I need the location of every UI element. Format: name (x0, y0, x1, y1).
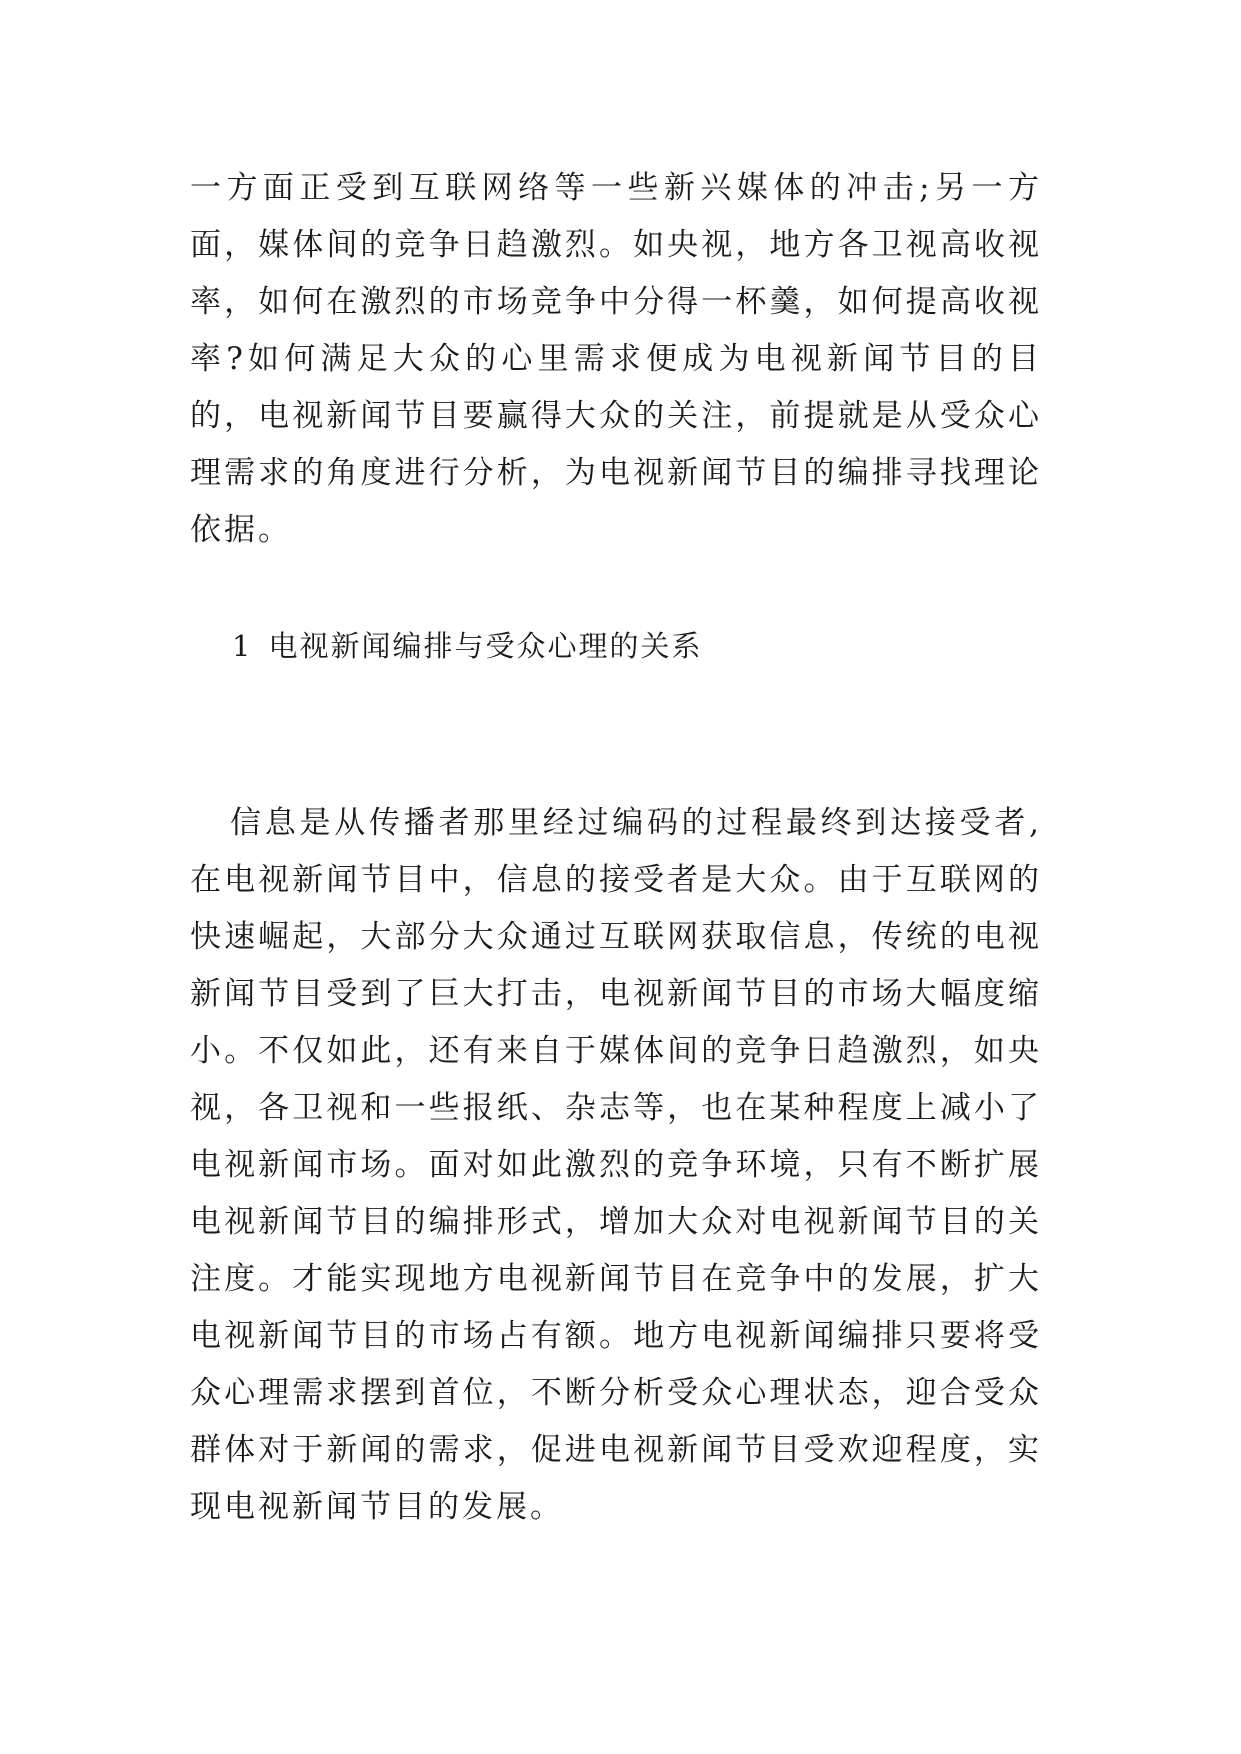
section-heading (232, 618, 702, 675)
body-paragraph-2: 信息是从传播者那里经过编码的过程最终到达接受者,在电视新闻节目中，信息的接受者是大众。由于互联网的快速崛起，大部分大众通过互联网获取信息，传统的电视新闻节目受到了巨大打击，电视新闻节目的市场大幅度缩小。不仅如此，还有来自于媒体间的竞争日趋激烈，如央视，各卫视和一些报纸、杂志等，也在某种程度上减小了电视新闻市场。面对如此激烈的竞争环境，只有不断扩展电视新闻节目的编排形式，增加大众对电视新闻节目的关注度。才能实现地方电视新闻节目在竞争中的发展，扩大电视新闻节目的市场占有额。地方电视新闻编排只要将受众心理需求摆到首位，不断分析受众心理状态，迎合受众群体对于新闻的需求，促进电视新闻节目受欢迎程度，实现电视新闻节目的发展。 (190, 805, 1042, 1525)
section-title: 电视新闻编排与受众心理的关系 (268, 629, 703, 663)
body-paragraph-1: 一方面正受到互联网络等一些新兴媒体的冲击;另一方面，媒体间的竞争日趋激烈。如央视，地方各卫视高收视率，如何在激烈的市场竞争中分得一杯羹，如何提高收视率?如何满足大众的心里需求便成为电视新闻节目的目的，电视新闻节目要赢得大众的关注，前提就是从受众心理需求的角度进行分析，为电视新闻节目的编排寻找理论依据。 (190, 170, 1042, 548)
section-number: 1 (232, 629, 253, 663)
